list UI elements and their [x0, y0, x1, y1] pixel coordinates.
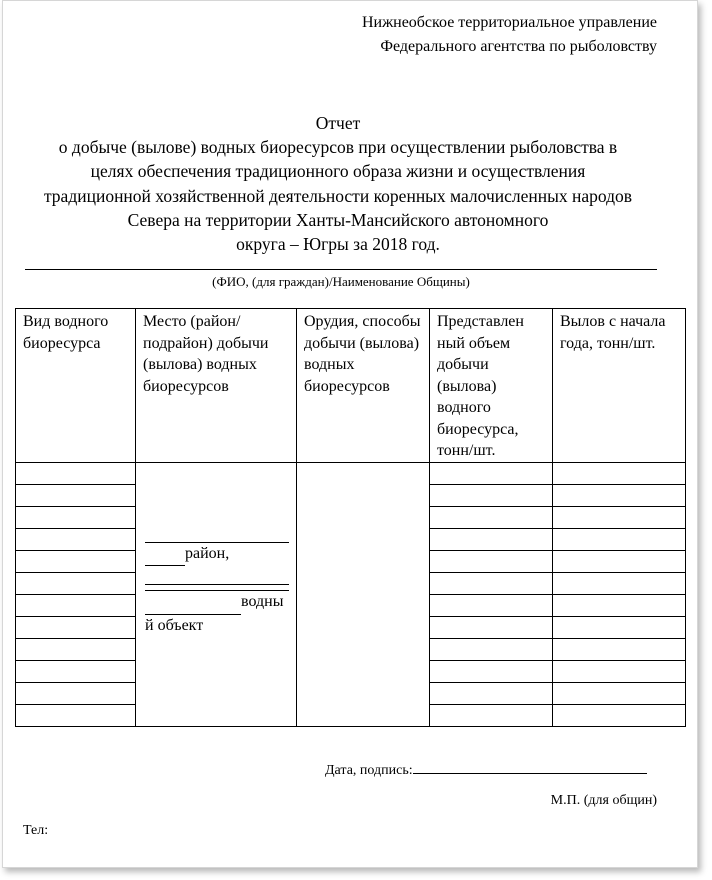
header-volume: Представлен ный объем добычи (вылова) водного биоресурса, тонн/шт. — [430, 309, 553, 463]
report-table — [15, 308, 686, 727]
volume-cell[interactable] — [430, 462, 553, 484]
ytd-catch-cell[interactable] — [553, 484, 686, 506]
volume-cell[interactable] — [430, 594, 553, 616]
ytd-catch-cell[interactable] — [553, 616, 686, 638]
ytd-catch-cell[interactable] — [553, 462, 686, 484]
volume-cell[interactable] — [430, 506, 553, 528]
title-line-5: округа – Югры за 2018 год. — [236, 234, 440, 255]
phone-label: Тел: — [23, 823, 49, 838]
volume-cell[interactable] — [430, 550, 553, 572]
species-cell[interactable] — [16, 682, 136, 704]
stamp-label: М.П. (для общин) — [550, 793, 657, 808]
species-cell[interactable] — [16, 704, 136, 726]
water-body-label-b: й объект — [145, 616, 204, 634]
species-cell[interactable] — [16, 506, 136, 528]
species-cell[interactable] — [16, 550, 136, 572]
fio-caption: (ФИО, (для граждан)/Наименование Общины) — [212, 274, 470, 289]
ytd-catch-cell[interactable] — [553, 572, 686, 594]
gear-cell[interactable] — [297, 462, 430, 726]
water-body-blank[interactable] — [145, 591, 241, 615]
ytd-catch-cell[interactable] — [553, 550, 686, 572]
header-ytd-catch: Вылов с начала года, тонн/шт. — [553, 309, 686, 463]
report-title — [13, 111, 663, 256]
volume-cell[interactable] — [430, 616, 553, 638]
species-cell[interactable] — [16, 528, 136, 550]
addressee-line-2: Федерального агентства по рыболовству — [380, 38, 657, 55]
district-line — [145, 543, 295, 567]
volume-cell[interactable] — [430, 704, 553, 726]
table-row — [16, 462, 686, 484]
species-cell[interactable] — [16, 484, 136, 506]
volume-cell[interactable] — [430, 484, 553, 506]
ytd-catch-cell[interactable] — [553, 660, 686, 682]
species-cell[interactable] — [16, 594, 136, 616]
addressee-line-1: Нижнеобское территориальное управление — [361, 14, 657, 31]
signature-line — [325, 759, 647, 779]
signature-blank[interactable] — [413, 759, 647, 774]
volume-cell[interactable] — [430, 528, 553, 550]
species-cell[interactable] — [16, 462, 136, 484]
title-line-3: традиционной хозяйственной деятельности коренных малочисленных народов — [43, 185, 633, 206]
signature-label: Дата, подпись: — [325, 763, 413, 778]
volume-cell[interactable] — [430, 660, 553, 682]
volume-cell[interactable] — [430, 572, 553, 594]
header-species: Вид водного биоресурса — [16, 309, 136, 463]
ytd-catch-cell[interactable] — [553, 638, 686, 660]
district-label: район, — [185, 544, 230, 562]
species-cell[interactable] — [16, 660, 136, 682]
title-line-4: Севера на территории Ханты-Мансийского автономного — [127, 209, 549, 230]
table-header-row — [16, 309, 686, 463]
volume-cell[interactable] — [430, 682, 553, 704]
fio-fill-line[interactable] — [25, 269, 657, 270]
place-blank-line[interactable] — [145, 566, 289, 585]
species-cell[interactable] — [16, 616, 136, 638]
place-fill — [145, 541, 295, 638]
header-gear: Орудия, способы добычи (вылова) водных биоресурсов — [297, 309, 430, 463]
ytd-catch-cell[interactable] — [553, 704, 686, 726]
ytd-catch-cell[interactable] — [553, 594, 686, 616]
species-cell[interactable] — [16, 638, 136, 660]
water-body-label-a: водны — [241, 593, 284, 610]
addressee-block — [253, 11, 657, 59]
title-heading: Отчет — [315, 113, 361, 133]
title-line-2: целях обеспечения традиционного образа жизни и осуществления — [90, 161, 586, 182]
district-blank[interactable] — [145, 543, 185, 567]
ytd-catch-cell[interactable] — [553, 682, 686, 704]
species-cell[interactable] — [16, 572, 136, 594]
document-page — [2, 0, 698, 868]
place-cell[interactable] — [136, 462, 297, 726]
ytd-catch-cell[interactable] — [553, 506, 686, 528]
ytd-catch-cell[interactable] — [553, 528, 686, 550]
volume-cell[interactable] — [430, 638, 553, 660]
header-place: Место (район/подрайон) добычи (вылова) водных биоресурсов — [136, 309, 297, 463]
title-line-1: о добыче (вылове) водных биоресурсов при осуществлении рыболовства в — [58, 137, 618, 158]
water-body-line — [145, 591, 295, 615]
